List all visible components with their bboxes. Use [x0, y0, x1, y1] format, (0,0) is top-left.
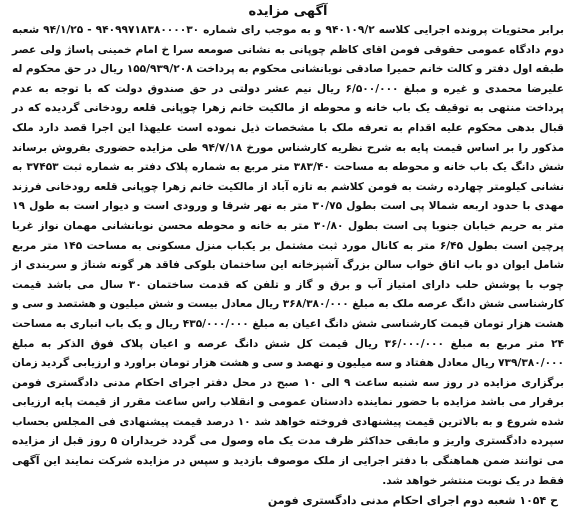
notice-footer: ح ۱۰۵۴ شعبه دوم اجرای احکام مدنی دادگستری فومن — [267, 494, 558, 508]
notice-title: آگهی مزایده — [248, 4, 328, 19]
notice-body: برابر محتویات پرونده اجرایی کلاسه ۹۴۰۱۰۹/۲ و به موجب رای شماره ۹۴۰۹۹۷۱۸۳۸۰۰۰۰۳۰ - ۹۴/۱/۲۵ شعبه دوم دادگاه عمومی حقوقی فومن اقای کاظم چوپانی به نشانی صومعه سرا خ امام خمینی پاساژ ولی عصر طبقه اول دفتر و کالت خانم حمیرا صادقی نوبانشانی محکوم به پرداخت ۱۵۵/۹۳۹/۲۰۸ ریال در حق محکوم له علیرضا محمدی و غیره و مبلغ ۶/۵۰۰/۰۰۰ ریال نیم عشر دولتی در حق صندوق دولت که با توجه به عدم پرداخت منتهی به توقیف یک باب خانه و محوطه از مالکیت خانم زهرا چوپانی قلعه رودخانی گردیده که در قبال بدهی محکوم علیه اقدام به تعرفه ملک با مشخصات ذیل نموده است علیهذا این اجرا قصد دارد ملک مذکور را بر اساس قیمت پایه به شرح نظریه کارشناس مورخ ۹۴/۷/۱۸ طی مزایده حضوری بفروش برساند شش دانگ یک باب خانه و محوطه به مساحت ۳۸۳/۴۰ متر مربع به شماره پلاک دفتر به شماره ثبت ۳۷۴۵۳ به نشانی کیلومتر چهارده رشت به فومن کلاشم به تازه آباد از مالکیت خانم زهرا چوپانی قلعه رودخانی فرزند مهدی با حدود اربعه شمالا پی است بطول ۳۰/۷۵ متر به نهر شرقا و ورودی است و دیوار است به طول ۱۹ متر به حریم خیابان جنوبا پی است بطول ۳۰/۸۰ متر به خانه و محوطه محسن نوبانشانی مهمان نواز غربا پرچین است بطول ۶/۴۵ متر به کانال مورد ثبت مشتمل بر یکباب منزل مسکونی به مساحت ۱۴۵ متر مربع شامل ایوان دو باب اتاق خواب سالن بزرگ آشپزخانه این ساختمان بلوکی فاقد هر گونه شناژ و سربندی از چوب با پوشش حلب دارای امتیاز آب و برق و گاز و تلفن که قدمت ساختمان ۳۰ سال می باشد قیمت کارشناسی شش دانگ عرصه ملک به مبلغ ۳۶۸/۳۸۰/۰۰۰ ریال معادل بیست و شش میلیون و هشتصد و سی و هشت هزار تومان قیمت کارشناسی شش دانگ اعیان به مبلغ ۴۳۵/۰۰۰/۰۰۰ ریال و یک باب انباری به مساحت ۲۴ متر مربع به مبلغ ۳۶/۰۰۰/۰۰۰ ریال قیمت کل شش دانگ عرصه و اعیان پلاک فوق الذکر به مبلغ ۷۳۹/۳۸۰/۰۰۰ ریال معادل هفتاد و سه میلیون و نهصد و سی و هشت هزار تومان براورد و ارزیابی گردید زمان برگزاری مزایده در روز سه شنبه ساعت ۹ الی ۱۰ صبح در محل دفتر اجرای احکام مدنی دادگستری فومن برقرار می باشد مزایده با حضور نماینده دادستان عمومی و انقلاب راس ساعت مقرر از قیمت پایه ارزیابی شده شروع و به بالاترین قیمت پیشنهادی فروخته خواهد شد ۱۰ درصد قیمت پیشنهادی فی المجلس بحساب سپرده دادگستری واریز و مابقی حداکثر ظرف مدت یک ماه وصول می گردد خریداران ۵ روز قبل از مزایده می توانند ضمن هماهنگی با دفتر اجرایی از ملک موصوف بازدید و سپس در مزایده شرکت نمایند این آگهی فقط در یک نوبت منتشر خواهد شد. — [12, 24, 565, 487]
